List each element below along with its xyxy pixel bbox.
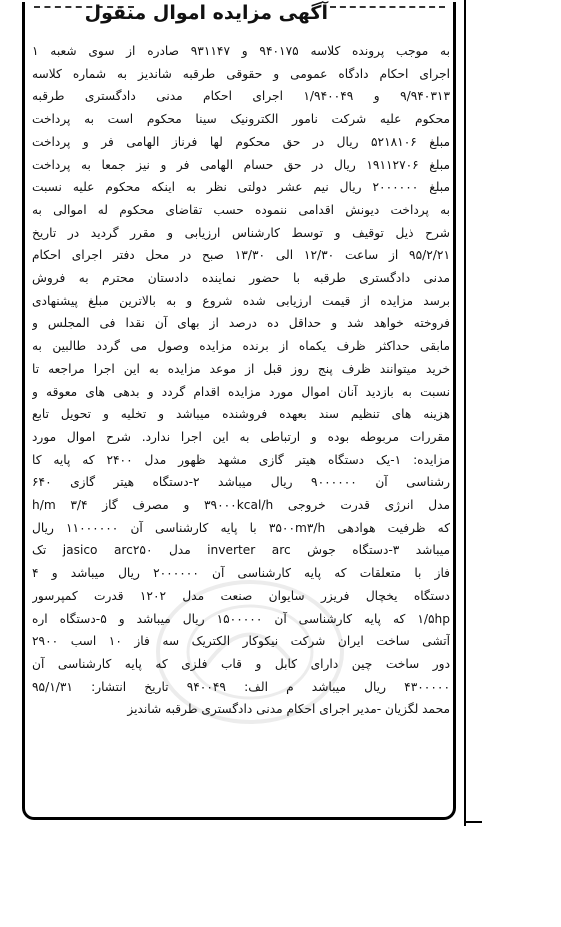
notice-line: مبلغ ۱۹۱۱۲۷۰۶ ریال در حق حسام الهامی فر و نیز جمعا به پرداخت xyxy=(32,157,450,172)
notice-line: ۴۳۰۰۰۰۰ ریال میباشد م الف: ۹۴۰۰۴۹ تاریخ انتشار: ۹۵/۱/۳۱ xyxy=(32,679,450,694)
notice-line: ۹/۹۴۰۳۱۳ و ۱/۹۴۰۰۴۹ اجرای احکام مدنی دادگستری طرقبه xyxy=(32,89,450,104)
notice-line: دور ساخت چین دارای کابل و قاب فلزی که پایه کارشناسی آن xyxy=(32,656,450,671)
notice-body xyxy=(32,40,450,721)
notice-line: که ظرفیت هوادهی ۳۵۰۰m۳/h با پایه کارشناسی آن ۱۱۰۰۰۰۰۰ ریال xyxy=(32,520,450,535)
notice-line: برسد مزایده از قیمت ارزیابی شده شروع و به بالاترین مبلغ پیشنهادی xyxy=(32,293,450,308)
notice-line: دستگاه یخچال فریزر سایوان صنعت مدل ۱۲۰۲ قدرت کمپرسور xyxy=(32,588,450,603)
notice-line: هزینه های تنظیم سند بعهده فروشنده میباشد و تخلیه و تحویل تابع xyxy=(32,407,450,422)
column-divider-tick xyxy=(464,821,482,823)
notice-line: به پرداخت دیونش اقدامی ننموده حسب تقاضای محکوم له اموالی به xyxy=(32,202,450,217)
notice-line: محکوم علیه شرکت نامور الکترونیک سینا محکوم است به پرداخت xyxy=(32,112,450,127)
notice-line: رشناسی آن ۹۰۰۰۰۰۰ ریال میباشد ۲-دستگاه هیتر گازی ۶۴۰ xyxy=(32,475,450,490)
notice-line: ۹۵/۲/۲۱ از ساعت ۱۲/۳۰ الی ۱۳/۳۰ صبح در محل دفتر اجرای احکام xyxy=(32,248,450,263)
notice-line: مزایده: ۱-یک دستگاه هیتر گازی مشهد ظهور مدل ۲۴۰۰ که پایه کا xyxy=(32,452,450,467)
notice-line: مدنی دادگستری طرقبه با حضور نماینده دادستان محترم به فروش xyxy=(32,271,450,286)
notice-line: مبلغ ۵۲۱۸۱۰۶ ریال در حق محکوم لها فرناز الهامی فر و پرداخت xyxy=(32,134,450,149)
notice-line: ۱/۵hp که پایه کارشناسی آن ۱۵۰۰۰۰۰ ریال میباشد و ۵-دستگاه اره xyxy=(32,611,450,626)
notice-line: فروخته خواهد شد و حداقل ده درصد از بهای آن نقدا فی المجلس و xyxy=(32,316,450,331)
column-divider xyxy=(464,0,466,826)
notice-line: اجرای احکام دادگاه عمومی و حقوقی طرقبه شاندیز به شماره کلاسه xyxy=(32,66,450,81)
notice-signature-line: محمد لگزیان -مدیر اجرای احکام مدنی دادگستری طرقبه شاندیز xyxy=(127,702,450,717)
notice-line: مبلغ ۲۰۰۰۰۰۰ ریال نیم عشر دولتی نظر به اینکه محکوم علیه نسبت xyxy=(32,180,450,195)
notice-line: خرید میتوانند ظرف پنج روز قبل از موعد مزایده به این اجرا مراجعه تا xyxy=(32,361,450,376)
notice-line: شرح ذیل توقیف و توسط کارشناس ارزیابی و مقرر گردید در تاریخ xyxy=(32,225,450,240)
notice-line: آتشی ساخت ایران شرکت نیکوکار الکتریک سه فاز ۱۰ اسب ۲۹۰۰ xyxy=(32,634,450,649)
title-dash-right xyxy=(330,6,445,8)
notice-line: فاز با متعلقات که پایه کارشناسی آن ۲۰۰۰۰۰۰ ریال میباشد و ۴ xyxy=(32,566,450,581)
notice-line: میباشد ۳-دستگاه جوش inverter arc مدل jasico arc۲۵۰ تک xyxy=(32,543,450,558)
notice-line: به موجب پرونده کلاسه ۹۴۰۱۷۵ و ۹۳۱۱۴۷ صادره از سوی شعبه ۱ xyxy=(32,44,450,58)
notice-line: مدل انرژی قدرت خروجی ۳۹۰۰۰kcal/h و مصرف گاز ۳/۴ h/m xyxy=(32,498,450,513)
notice-title: آگهی مزایده اموال منقول xyxy=(84,2,328,24)
notice-line: نسبت به بازدید آنان اموال مورد مزایده اقدام گردد و بدهی های معوقه و xyxy=(32,384,450,399)
notice-line: مقررات مربوطه بوده و ارتباطی به این اجرا ندارد. شرح اموال مورد xyxy=(32,429,450,444)
notice-line: مابقی حداکثر ظرف یکماه از برنده مزایده وصول می گردد طالبین به xyxy=(32,339,450,354)
